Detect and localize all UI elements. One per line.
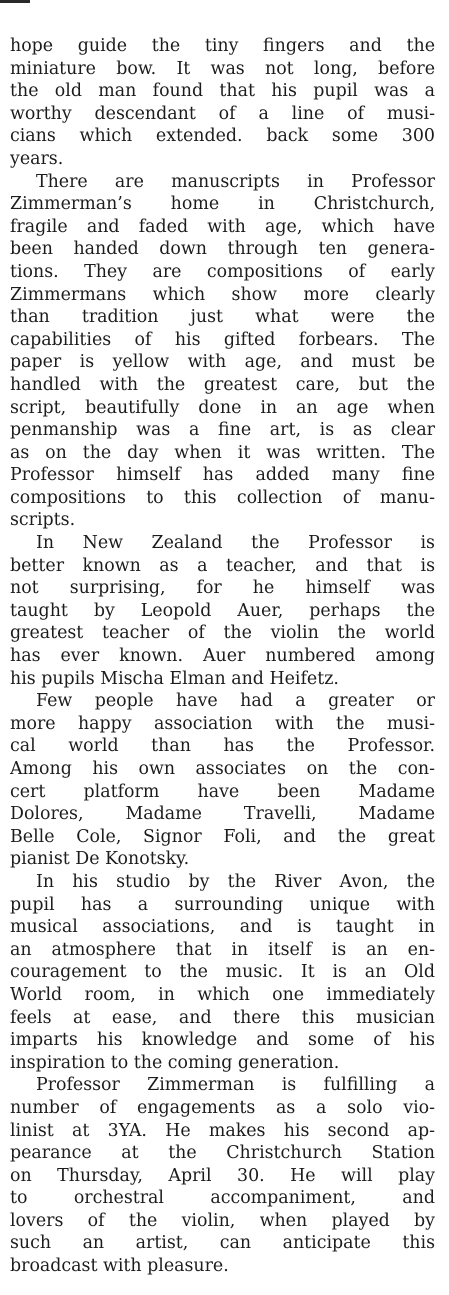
article-paragraph — [10, 871, 435, 1074]
text-line: Dolores, Madame Travelli, Madame — [10, 804, 435, 825]
text-line: miniature bow. It was not long, before — [10, 58, 435, 79]
text-line: capabilities of his gifted forbears. The — [10, 329, 435, 350]
article-paragraph — [10, 35, 435, 171]
text-line: paper is yellow with age, and must be — [10, 352, 435, 373]
text-line: scripts. — [10, 510, 76, 531]
text-line: In New Zealand the Professor is — [36, 533, 435, 554]
text-line: as on the day when it was written. The — [10, 442, 435, 463]
text-line: World room, in which one immediately — [10, 984, 435, 1005]
article-paragraph — [10, 171, 435, 533]
text-line: In his studio by the River Avon, the — [36, 871, 435, 892]
text-line: musical associations, and is taught in — [10, 917, 435, 938]
article-paragraph — [10, 1074, 435, 1277]
text-line: handled with the greatest care, but the — [10, 374, 435, 395]
text-line: to orchestral accompaniment, and — [10, 1188, 435, 1209]
text-line: broadcast with pleasure. — [10, 1256, 229, 1277]
text-line: Professor Zimmerman is fulfilling a — [36, 1075, 435, 1096]
text-line: inspiration to the coming generation. — [10, 1052, 340, 1073]
text-line: pianist De Konotsky. — [10, 849, 190, 870]
article-column — [10, 35, 435, 1278]
text-line: the old man found that his pupil was a — [10, 81, 435, 102]
text-line: more happy association with the musi- — [10, 713, 435, 734]
text-line: not surprising, for he himself was — [10, 578, 435, 599]
text-line: pupil has a surrounding unique with — [10, 894, 435, 915]
text-line: imparts his knowledge and some of his — [10, 1030, 435, 1051]
text-line: Zimmermans which show more clearly — [10, 284, 435, 305]
text-line: Few people have had a greater or — [36, 691, 435, 712]
text-line: such an artist, can anticipate this — [10, 1233, 435, 1254]
article-paragraph — [10, 532, 435, 690]
text-line: number of engagements as a solo vio- — [10, 1097, 435, 1118]
text-line: feels at ease, and there this musician — [10, 1007, 435, 1028]
text-line: penmanship was a fine art, is as clear — [10, 420, 435, 441]
text-line: fragile and faded with age, which have — [10, 216, 435, 237]
text-line: been handed down through ten genera- — [10, 239, 435, 260]
text-line: taught by Leopold Auer, perhaps the — [10, 600, 435, 621]
text-line: pearance at the Christchurch Station — [10, 1143, 435, 1164]
text-line: than tradition just what were the — [10, 307, 435, 328]
text-line: his pupils Mischa Elman and Heifetz. — [10, 668, 339, 689]
text-line: cians which extended. back some 300 — [10, 126, 435, 147]
text-line: Zimmerman’s home in Christchurch, — [10, 194, 435, 215]
text-line: Belle Cole, Signor Foli, and the great — [10, 826, 435, 847]
text-line: script, beautifully done in an age when — [10, 397, 435, 418]
text-line: couragement to the music. It is an Old — [10, 962, 435, 983]
text-line: an atmosphere that in itself is an en- — [10, 939, 435, 960]
text-line: tions. They are compositions of early — [10, 261, 435, 282]
text-line: Professor himself has added many fine — [10, 465, 435, 486]
text-line: compositions to this collection of manu- — [10, 487, 435, 508]
text-line: worthy descendant of a line of musi- — [10, 103, 435, 124]
text-line: has ever known. Auer numbered among — [10, 646, 435, 667]
column-top-rule — [0, 0, 30, 3]
text-line: years. — [10, 148, 64, 169]
text-line: cal world than has the Professor. — [10, 736, 435, 757]
text-line: greatest teacher of the violin the world — [10, 623, 435, 644]
text-line: better known as a teacher, and that is — [10, 555, 435, 576]
text-line: lovers of the violin, when played by — [10, 1210, 435, 1231]
text-line: linist at 3YA. He makes his second ap- — [10, 1120, 435, 1141]
text-line: hope guide the tiny fingers and the — [10, 36, 435, 56]
text-line: on Thursday, April 30. He will play — [10, 1165, 435, 1186]
article-paragraph — [10, 690, 435, 871]
text-line: Among his own associates on the con- — [10, 759, 435, 779]
text-line: cert platform have been Madame — [10, 781, 435, 802]
text-line: There are manuscripts in Professor — [36, 171, 435, 192]
